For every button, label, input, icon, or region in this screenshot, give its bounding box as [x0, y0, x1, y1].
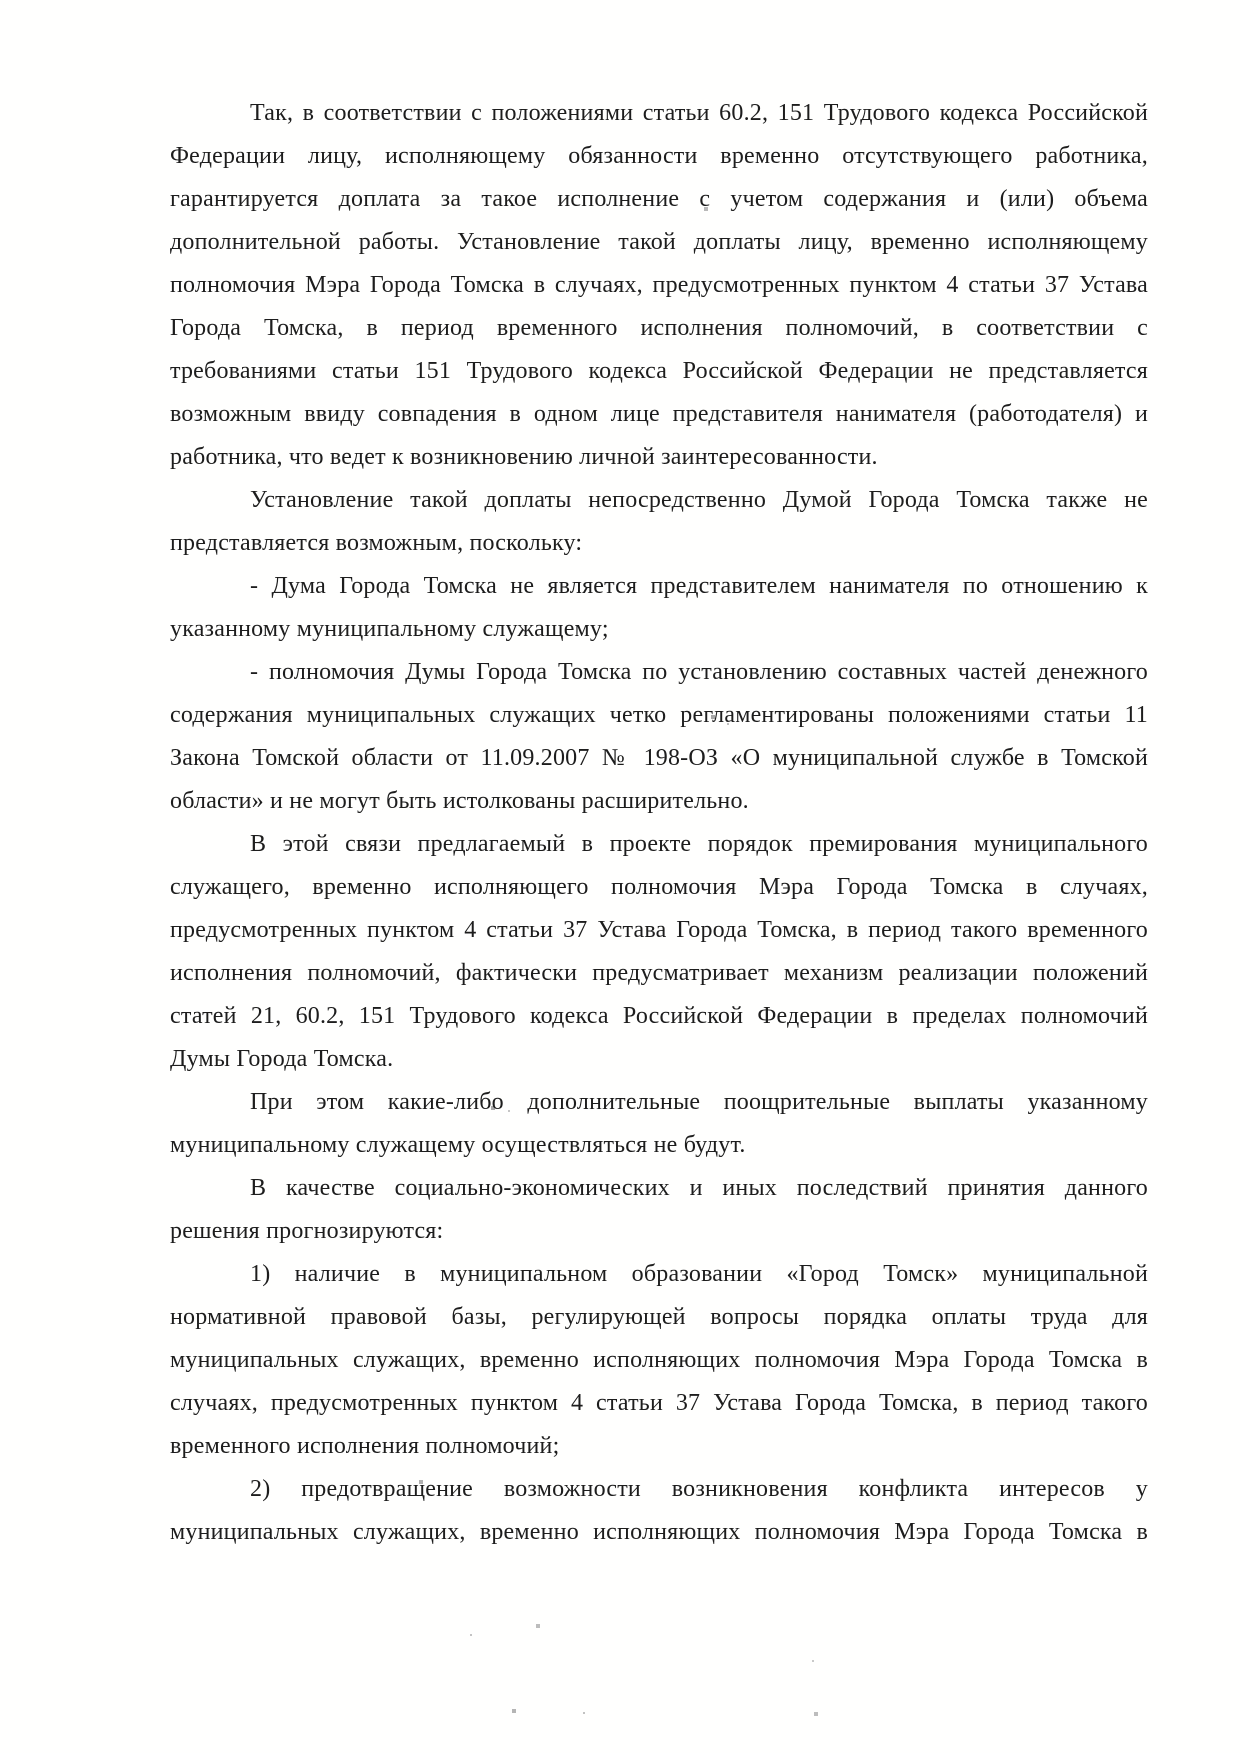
text-line: гарантируется доплата за такое исполнение с учетом содержания и (или) объема	[170, 186, 1148, 212]
text-line: Федерации лицу, исполняющему обязанности временно отсутствующего работника,	[170, 143, 1148, 169]
text-line: - Дума Города Томска не является представителем нанимателя по отношению к	[250, 573, 1148, 599]
paragraph	[170, 1167, 1148, 1253]
paragraph	[170, 479, 1148, 565]
paragraph	[170, 823, 1148, 1081]
paragraph	[170, 651, 1148, 823]
text-line: Думы Города Томска.	[170, 1046, 394, 1072]
paragraph	[170, 1253, 1148, 1468]
text-line: области» и не могут быть истолкованы расширительно.	[170, 788, 749, 814]
text-line: Города Томска, в период временного исполнения полномочий, в соответствии с	[170, 315, 1148, 341]
text-line: муниципальному служащему осуществляться не будут.	[170, 1132, 746, 1158]
text-line: В качестве социально-экономических и иных последствий принятия данного	[250, 1175, 1148, 1201]
text-line: Так, в соответствии с положениями статьи 60.2, 151 Трудового кодекса Российской	[250, 100, 1148, 126]
text-line: 1) наличие в муниципальном образовании «Город Томск» муниципальной	[250, 1261, 1148, 1287]
paragraph	[170, 565, 1148, 651]
text-line: При этом какие-либо дополнительные поощрительные выплаты указанному	[250, 1089, 1148, 1115]
text-line: представляется возможным, поскольку:	[170, 530, 583, 556]
text-line: случаях, предусмотренных пунктом 4 статьи 37 Устава Города Томска, в период такого	[170, 1390, 1148, 1416]
paragraph	[170, 92, 1148, 479]
text-line: исполнения полномочий, фактически предусматривает механизм реализации положений	[170, 960, 1148, 986]
text-line: - полномочия Думы Города Томска по установлению составных частей денежного	[250, 659, 1148, 685]
text-line: указанному муниципальному служащему;	[170, 616, 609, 642]
text-line: полномочия Мэра Города Томска в случаях, предусмотренных пунктом 4 статьи 37 Устава	[170, 272, 1148, 298]
text-line: содержания муниципальных служащих четко регламентированы положениями статьи 11	[170, 702, 1148, 728]
text-line: 2) предотвращение возможности возникновения конфликта интересов у	[250, 1476, 1148, 1502]
text-line: дополнительной работы. Установление такой доплаты лицу, временно исполняющему	[170, 229, 1148, 255]
document-body	[170, 92, 1148, 1554]
text-line: решения прогнозируются:	[170, 1218, 444, 1244]
text-line: В этой связи предлагаемый в проекте порядок премирования муниципального	[250, 831, 1148, 857]
paragraph	[170, 1468, 1148, 1554]
text-line: временного исполнения полномочий;	[170, 1433, 560, 1459]
text-line: требованиями статьи 151 Трудового кодекса Российской Федерации не представляется	[170, 358, 1148, 384]
text-line: муниципальных служащих, временно исполняющих полномочия Мэра Города Томска в	[170, 1519, 1148, 1545]
text-line: Установление такой доплаты непосредственно Думой Города Томска также не	[250, 487, 1148, 513]
text-line: статей 21, 60.2, 151 Трудового кодекса Российской Федерации в пределах полномочий	[170, 1003, 1148, 1029]
text-line: служащего, временно исполняющего полномочия Мэра Города Томска в случаях,	[170, 874, 1148, 900]
scan-noise-specks	[0, 0, 2, 2]
text-line: нормативной правовой базы, регулирующей вопросы порядка оплаты труда для	[170, 1304, 1148, 1330]
text-line: муниципальных служащих, временно исполняющих полномочия Мэра Города Томска в	[170, 1347, 1148, 1373]
paragraph	[170, 1081, 1148, 1167]
text-line: предусмотренных пунктом 4 статьи 37 Устава Города Томска, в период такого временного	[170, 917, 1148, 943]
text-line: работника, что ведет к возникновению личной заинтересованности.	[170, 444, 878, 470]
text-line: Закона Томской области от 11.09.2007 № 198-ОЗ «О муниципальной службе в Томской	[170, 745, 1148, 771]
text-line: возможным ввиду совпадения в одном лице представителя нанимателя (работодателя) и	[170, 401, 1148, 427]
